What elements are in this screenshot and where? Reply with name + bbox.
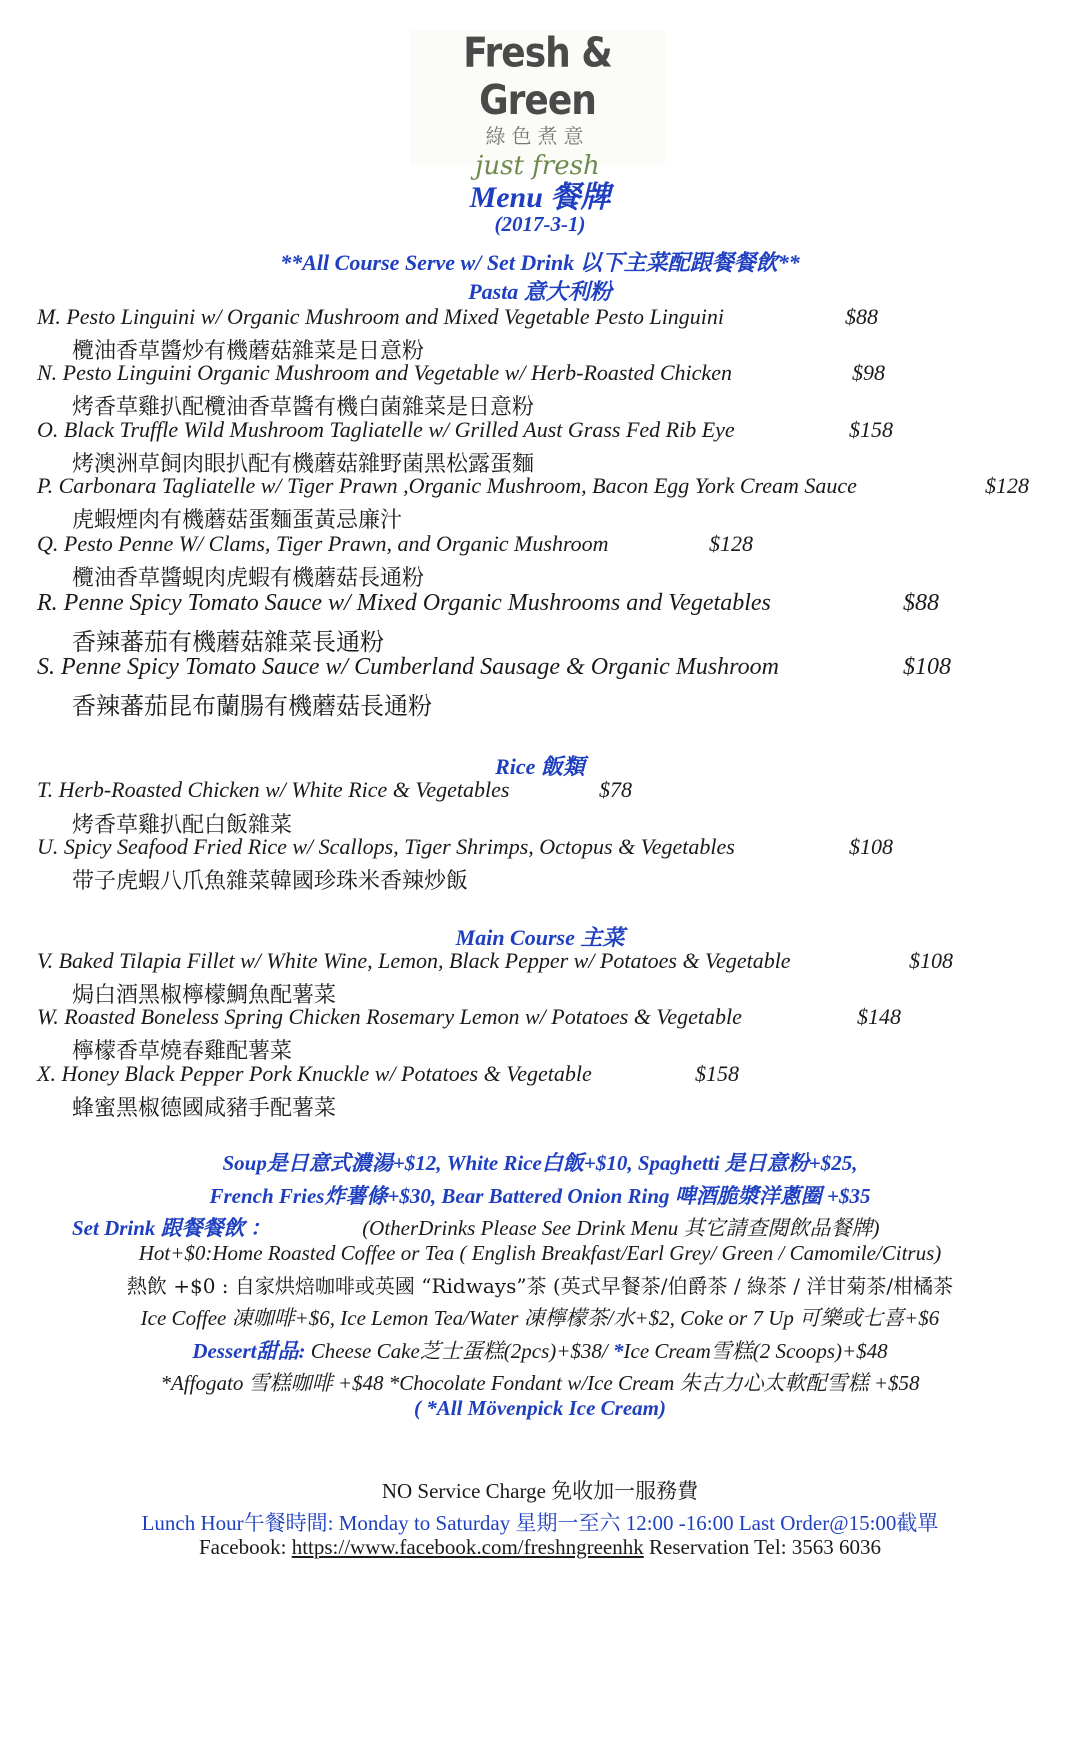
item-cn-o: 烤澳洲草飼肉眼扒配有機蘑菇雜野菌黑松露蛋麵 [72,452,535,477]
item-price: $108 [909,948,953,973]
item-price: $148 [857,1004,901,1029]
iced-drinks: Ice Coffee 凍咖啡+$6, Ice Lemon Tea/Water 凍檸檬茶/水+$2, Coke or 7 Up 可樂或七喜+$6 [140,1306,940,1330]
item-cn-p: 虎蝦煙肉有機蘑菇蛋麵蛋黃忌廉汁 [72,508,403,533]
service-charge: NO Service Charge 免收加一服務費 [381,1479,699,1503]
facebook-link[interactable]: https://www.facebook.com/freshngreenhk [291,1535,644,1559]
reservation-tel: Reservation Tel: 3563 6036 [643,1535,882,1559]
item-name: Q. Pesto Penne W/ Clams, Tiger Prawn, and Organic Mushroom [37,531,609,556]
item-cn-u: 带子虎蝦八爪魚雜菜韓國珍珠米香辣炒飯 [72,869,469,894]
menu-item-m [37,304,1067,330]
menu-title: Menu 餐牌 [469,181,611,214]
menu-item-o [37,417,1067,443]
item-cn-n: 烤香草雞扒配欖油香草醬有機白菌雜菜是日意粉 [72,395,535,420]
item-name: W. Roasted Boneless Spring Chicken Rosemary Lemon w/ Potatoes & Vegetable [37,1004,742,1029]
dessert-star: * [613,1339,624,1363]
item-price: $128 [985,473,1029,498]
movenpick-note: ( *All Mövenpick Ice Cream) [414,1396,666,1420]
logo-tagline: just fresh [475,151,600,181]
item-name: S. Penne Spicy Tomato Sauce w/ Cumberland Sausage & Organic Mushroom [37,654,779,680]
item-price: $88 [845,304,878,329]
item-price: $108 [849,834,893,859]
item-name: V. Baked Tilapia Fillet w/ White Wine, Lemon, Black Pepper w/ Potatoes & Vegetable [37,948,791,973]
menu-item-x [37,1061,1067,1087]
dessert-cheesecake: Cheese Cake芝士蛋糕(2pcs)+$38/ [305,1339,613,1363]
set-drink-note: **All Course Serve w/ Set Drink 以下主菜配跟餐餐飲** [280,250,800,275]
lunch-hours: Lunch Hour午餐時間: Monday to Saturday 星期一至六 12:00 -16:00 Last Order@15:00截單 [141,1511,939,1535]
menu-item-t [37,777,1067,803]
item-cn-t: 烤香草雞扒配白飯雜菜 [72,813,293,838]
item-cn-m: 欖油香草醬炒有機蘑菇雜菜是日意粉 [72,339,425,364]
menu-date: (2017-3-1) [494,212,586,236]
item-price: $78 [599,777,632,802]
extras-line-2: French Fries炸薯條+$30, Bear Battered Onion Ring 啤酒脆漿洋蔥圈 +$35 [209,1184,871,1208]
item-cn-s: 香辣蕃茄昆布蘭腸有機蘑菇長通粉 [72,692,432,720]
menu-item-w [37,1004,1067,1030]
extras-line-1: Soup是日意式濃湯+$12, White Rice白飯+$10, Spaghetti 是日意粉+$25, [222,1151,858,1175]
item-price: $98 [852,360,885,385]
item-cn-w: 檸檬香草燒春雞配薯菜 [72,1039,293,1064]
dessert-label: Dessert甜品: [192,1339,306,1363]
logo-brand-cn: 綠色煮意 [485,124,590,148]
section-main-course: Main Course 主菜 [455,925,625,950]
item-name: T. Herb-Roasted Chicken w/ White Rice & Vegetables [37,777,510,802]
item-name: O. Black Truffle Wild Mushroom Tagliatelle w/ Grilled Aust Grass Fed Rib Eye [37,417,735,442]
set-drink-row [72,1212,1072,1242]
dessert-row [0,1335,1080,1365]
menu-item-n [37,360,1067,386]
restaurant-logo [410,29,665,181]
menu-item-s [37,654,1067,681]
dessert-affogato: *Affogato 雪糕咖啡 +$48 [160,1371,389,1395]
dessert-row-2 [0,1367,1080,1397]
menu-item-r [37,590,1067,617]
logo-brand: Fresh & Green [463,29,612,125]
item-price: $128 [709,531,753,556]
hot-drinks-cn: 熱飲 +$0 : 自家烘焙咖啡或英國 “Ridways”茶 (英式早餐茶/伯爵茶 / 綠茶 / 洋甘菊茶/柑橘茶 [126,1274,954,1298]
set-drink-other-note: (OtherDrinks Please See Drink Menu 其它請查閱飲品餐牌) [362,1216,880,1240]
item-price: $88 [903,590,939,616]
menu-item-p [37,473,1067,499]
item-cn-q: 欖油香草醬蜆肉虎蝦有機蘑菇長通粉 [72,566,425,591]
item-cn-r: 香辣蕃茄有機蘑菇雜菜長通粉 [72,628,384,656]
hot-drinks-en: Hot+$0:Home Roasted Coffee or Tea ( English Breakfast/Earl Grey/ Green / Camomile/Citrus) [138,1241,942,1265]
item-name: U. Spicy Seafood Fried Rice w/ Scallops, Tiger Shrimps, Octopus & Vegetables [37,834,735,859]
menu-item-u [37,834,1067,860]
item-cn-x: 蜂蜜黑椒德國咸豬手配薯菜 [72,1096,337,1121]
dessert-ice-cream: Ice Cream雪糕(2 Scoops)+$48 [623,1339,888,1363]
section-rice: Rice 飯類 [495,754,585,779]
menu-item-q [37,531,1067,557]
dessert-chocolate-fondant: *Chocolate Fondant w/Ice Cream 朱古力心太軟配雪糕 +$58 [388,1371,920,1395]
item-name: M. Pesto Linguini w/ Organic Mushroom and Mixed Vegetable Pesto Linguini [37,304,725,329]
item-name: P. Carbonara Tagliatelle w/ Tiger Prawn ,Organic Mushroom, Bacon Egg York Cream Sauce [37,473,857,498]
section-pasta: Pasta 意大利粉 [468,279,612,304]
item-price: $158 [695,1061,739,1086]
item-cn-v: 焗白酒黑椒檸檬鯛魚配薯菜 [72,983,337,1008]
item-price: $108 [903,654,951,680]
item-price: $158 [849,417,893,442]
item-name: X. Honey Black Pepper Pork Knuckle w/ Potatoes & Vegetable [37,1061,592,1086]
contact-row [0,1535,1080,1560]
menu-item-v [37,948,1067,974]
facebook-label: Facebook: [198,1535,292,1559]
item-name: R. Penne Spicy Tomato Sauce w/ Mixed Organic Mushrooms and Vegetables [37,590,771,616]
set-drink-label: Set Drink 跟餐餐飲 ： [72,1216,271,1240]
item-name: N. Pesto Linguini Organic Mushroom and Vegetable w/ Herb-Roasted Chicken [37,360,732,385]
